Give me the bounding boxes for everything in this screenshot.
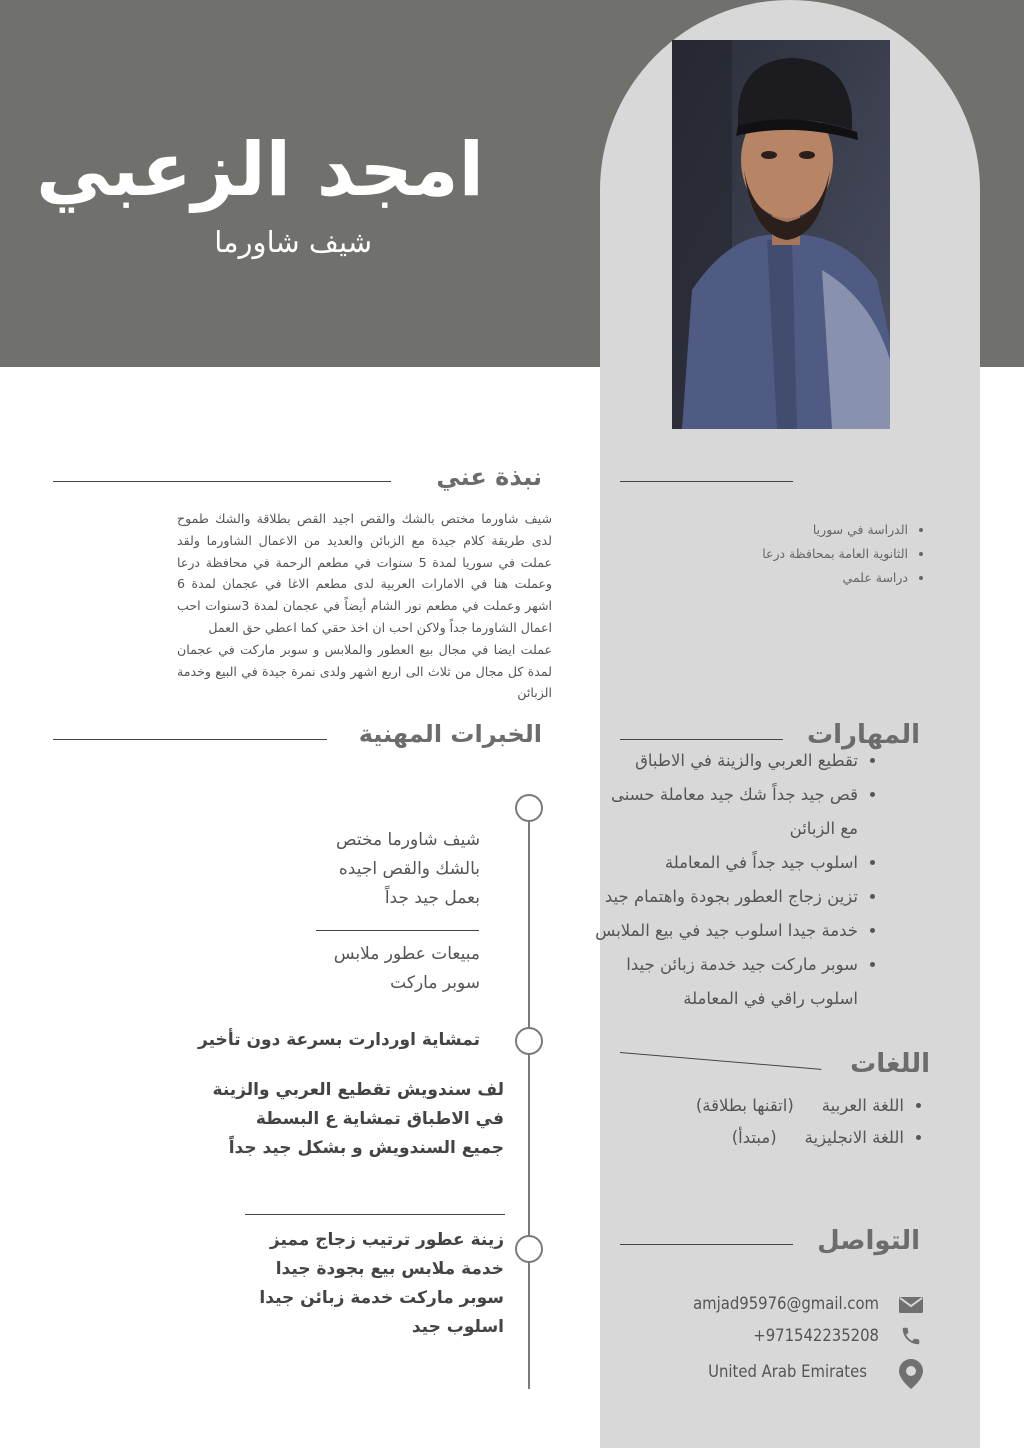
- skills-title: المهارات: [806, 720, 920, 750]
- about-text: [177, 508, 552, 704]
- experience-block: [259, 1226, 504, 1342]
- contact-title: التواصل: [817, 1226, 920, 1256]
- experience-line: جميع السندويش و بشكل جيد جداً: [228, 1138, 504, 1158]
- contact-email[interactable]: amjad95976@gmail.com: [693, 1294, 879, 1313]
- language-item: [640, 1122, 904, 1154]
- about-paragraph-2: عملت ايضا في مجال بيع العطور والملابس و سوبر ماركت في عجمان لمدة كل مجال من ثلاث الى اربع اشهر ولدى نمرة جيدة في البيع وخدمة الزبائن: [177, 641, 552, 701]
- skills-list: [594, 744, 874, 1016]
- about-title: نبذة عني: [436, 463, 542, 491]
- contact-phone[interactable]: +971542235208: [753, 1326, 879, 1345]
- experience-divider: [53, 739, 327, 740]
- experience-block: [198, 1026, 480, 1055]
- contact-location: United Arab Emirates: [708, 1362, 867, 1381]
- contact-divider: [620, 1244, 793, 1245]
- experience-line: في الاطباق تمشاية ع البسطة: [255, 1109, 504, 1129]
- experience-block: [213, 1076, 504, 1163]
- timeline-line: [528, 821, 530, 1389]
- skills-divider: [620, 739, 783, 740]
- languages-list: [640, 1090, 920, 1154]
- skill-item: • سوبر ماركت جيد خدمة زبائن جيدا اسلوب راقي في المعاملة: [594, 948, 858, 1016]
- experience-line: زينة عطور ترتيب زجاج مميز: [269, 1230, 504, 1250]
- about-divider: [53, 481, 391, 482]
- phone-icon: [900, 1325, 922, 1351]
- timeline-node: [515, 794, 543, 822]
- timeline-node: [515, 1027, 543, 1055]
- experience-line: خدمة ملابس بيع بجودة جيدا: [275, 1259, 504, 1279]
- skill-item: • خدمة جيدا اسلوب جيد في بيع الملابس: [594, 914, 858, 948]
- language-name: اللغة الانجليزية: [804, 1128, 904, 1147]
- experience-separator: [245, 1214, 505, 1215]
- language-item: [640, 1090, 904, 1122]
- experience-line: سوبر ماركت خدمة زبائن جيدا: [259, 1288, 504, 1308]
- skill-item: • اسلوب جيد جداً في المعاملة: [594, 846, 858, 880]
- skill-item: • قص جيد جداً شك جيد معاملة حسنى مع الزبائن: [594, 778, 858, 846]
- experience-line: مبيعات عطور ملابس: [333, 944, 480, 964]
- language-level: (اتقنها بطلاقة): [695, 1096, 794, 1115]
- profile-photo: [672, 40, 890, 429]
- experience-separator: [316, 930, 479, 931]
- experience-block: [334, 940, 480, 998]
- experience-block: [336, 826, 480, 913]
- person-name: امجد الزعبي: [36, 127, 484, 213]
- about-paragraph-1: شيف شاورما مختص بالشك والقص اجيد القص بطلاقة والشك طموح لدى طريقة كلام جيدة مع الزبائن والعديد من الاعمال الشاورما ولقد عملت في سوريا لمدة 5 سنوات في مطعم الرحمة في محافظة درعا وعملت هنا في الامارات العربية لدى مطعم الاغا في عجمان لمدة 6 اشهر وعملت في مطعم نور الشام أيضاً في عجمان لمدة 3سنوات احب اعمال الشاورما جداً ولاكن احب ان اخذ حقي كما اعطي حق العمل: [177, 511, 553, 635]
- languages-title: اللغات: [850, 1049, 930, 1079]
- experience-line: بعمل جيد جداً: [384, 888, 480, 908]
- experience-line: لف سندويش تقطيع العربي والزينة: [212, 1080, 504, 1100]
- language-name: اللغة العربية: [821, 1096, 904, 1115]
- education-item: • الثانوية العامة بمحافظة درعا: [664, 542, 908, 566]
- education-item: • الدراسة في سوريا: [664, 518, 908, 542]
- education-list: [664, 518, 924, 590]
- experience-line: شيف شاورما مختص: [336, 830, 480, 850]
- skill-item: • تقطيع العربي والزينة في الاطباق: [594, 744, 858, 778]
- experience-line: تمشاية اوردارت بسرعة دون تأخير: [198, 1030, 480, 1050]
- experience-title: الخبرات المهنية: [358, 720, 542, 748]
- job-title: شيف شاورما: [214, 225, 372, 259]
- experience-line: سوبر ماركت: [390, 973, 480, 993]
- education-item: • دراسة علمي: [664, 566, 908, 590]
- language-level: (مبتدأ): [731, 1128, 777, 1147]
- experience-line: بالشك والقص اجيده: [338, 859, 480, 879]
- location-pin-icon: [899, 1359, 923, 1393]
- experience-line: اسلوب جيد: [411, 1317, 504, 1337]
- skill-item: • تزين زجاج العطور بجودة واهتمام جيد: [594, 880, 858, 914]
- email-icon: [899, 1297, 923, 1317]
- timeline-node: [515, 1235, 543, 1263]
- education-divider: [620, 481, 793, 482]
